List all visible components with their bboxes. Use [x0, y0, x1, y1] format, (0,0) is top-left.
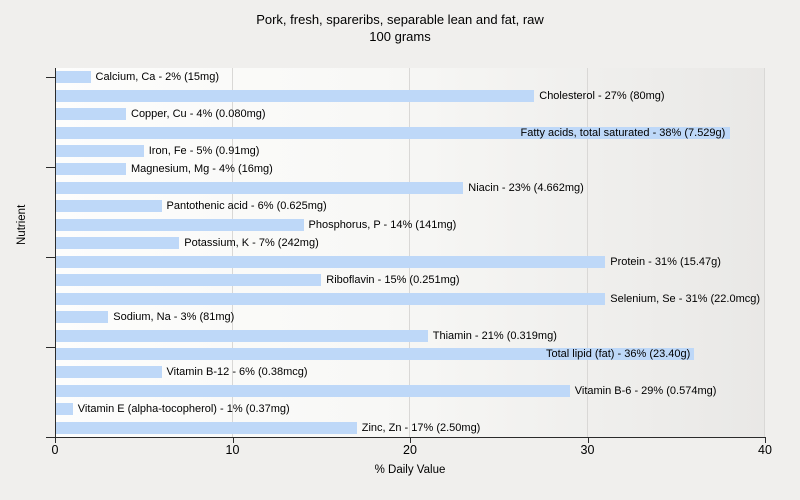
bar-label: Vitamin B-6 - 29% (0.574mg) — [574, 384, 717, 397]
title-block — [0, 11, 800, 45]
x-tick-label-30: 30 — [580, 443, 595, 457]
bar-zinc-zn — [55, 422, 357, 434]
x-tick-label-10: 10 — [225, 443, 240, 457]
y-tick-2 — [46, 257, 55, 258]
bar-vitamin-b-12 — [55, 366, 162, 378]
bar-label: Calcium, Ca - 2% (15mg) — [95, 71, 219, 84]
chart-subtitle: 100 grams — [369, 29, 431, 44]
gridline-x-10 — [232, 68, 233, 437]
bar-label: Fatty acids, total saturated - 38% (7.529g) — [520, 126, 726, 139]
bar-selenium-se — [55, 293, 605, 305]
chart-title: Pork, fresh, spareribs, separable lean and fat, raw — [256, 12, 544, 27]
bar-label: Niacin - 23% (4.662mg) — [468, 181, 584, 194]
bar-label: Protein - 31% (15.47g) — [610, 255, 721, 268]
bar-label: Phosphorus, P - 14% (141mg) — [308, 218, 457, 231]
bar-label: Cholesterol - 27% (80mg) — [539, 89, 665, 102]
bar-cholesterol — [55, 90, 534, 102]
bar-magnesium-mg — [55, 163, 126, 175]
bar-label: Pantothenic acid - 6% (0.625mg) — [166, 200, 327, 213]
bar-pantothenic-acid — [55, 200, 162, 212]
bar-potassium-k — [55, 237, 179, 249]
gridline-x-40 — [764, 68, 765, 437]
bar-label: Thiamin - 21% (0.319mg) — [432, 329, 557, 342]
bar-label: Total lipid (fat) - 36% (23.40g) — [546, 347, 691, 360]
bar-label: Iron, Fe - 5% (0.91mg) — [148, 145, 260, 158]
plot-area — [55, 68, 765, 437]
bar-label: Riboflavin - 15% (0.251mg) — [326, 274, 460, 287]
x-tick-label-0: 0 — [51, 443, 59, 457]
x-tick-label-20: 20 — [403, 443, 417, 457]
bar-label: Selenium, Se - 31% (22.0mcg) — [610, 292, 761, 305]
bar-copper-cu — [55, 108, 126, 120]
bar-label: Potassium, K - 7% (242mg) — [184, 237, 319, 250]
y-tick-0 — [46, 77, 55, 78]
y-tick-4 — [46, 437, 55, 438]
bar-iron-fe — [55, 145, 144, 157]
bar-label: Copper, Cu - 4% (0.080mg) — [131, 108, 266, 121]
bar-vitamin-e-alpha-tocopherol — [55, 403, 73, 415]
bar-phosphorus-p — [55, 219, 304, 231]
y-axis-title: Nutrient — [16, 204, 28, 245]
gridline-x-30 — [587, 68, 588, 437]
gridline-x-20 — [409, 68, 410, 437]
bar-label: Zinc, Zn - 17% (2.50mg) — [361, 421, 481, 434]
y-axis-line — [55, 68, 56, 438]
bar-label: Vitamin E (alpha-tocopherol) - 1% (0.37mg) — [77, 403, 290, 416]
bar-label: Sodium, Na - 3% (81mg) — [113, 311, 235, 324]
bar-niacin — [55, 182, 463, 194]
bar-riboflavin — [55, 274, 321, 286]
bar-protein — [55, 256, 605, 268]
y-tick-3 — [46, 347, 55, 348]
x-axis-title: % Daily Value — [374, 464, 446, 476]
bar-thiamin — [55, 330, 428, 342]
x-tick-label-40: 40 — [758, 443, 772, 457]
bar-label: Vitamin B-12 - 6% (0.38mcg) — [166, 366, 308, 379]
bar-label: Magnesium, Mg - 4% (16mg) — [131, 163, 273, 176]
bar-calcium-ca — [55, 71, 91, 83]
y-tick-1 — [46, 167, 55, 168]
bar-sodium-na — [55, 311, 108, 323]
bar-vitamin-b-6 — [55, 385, 570, 397]
